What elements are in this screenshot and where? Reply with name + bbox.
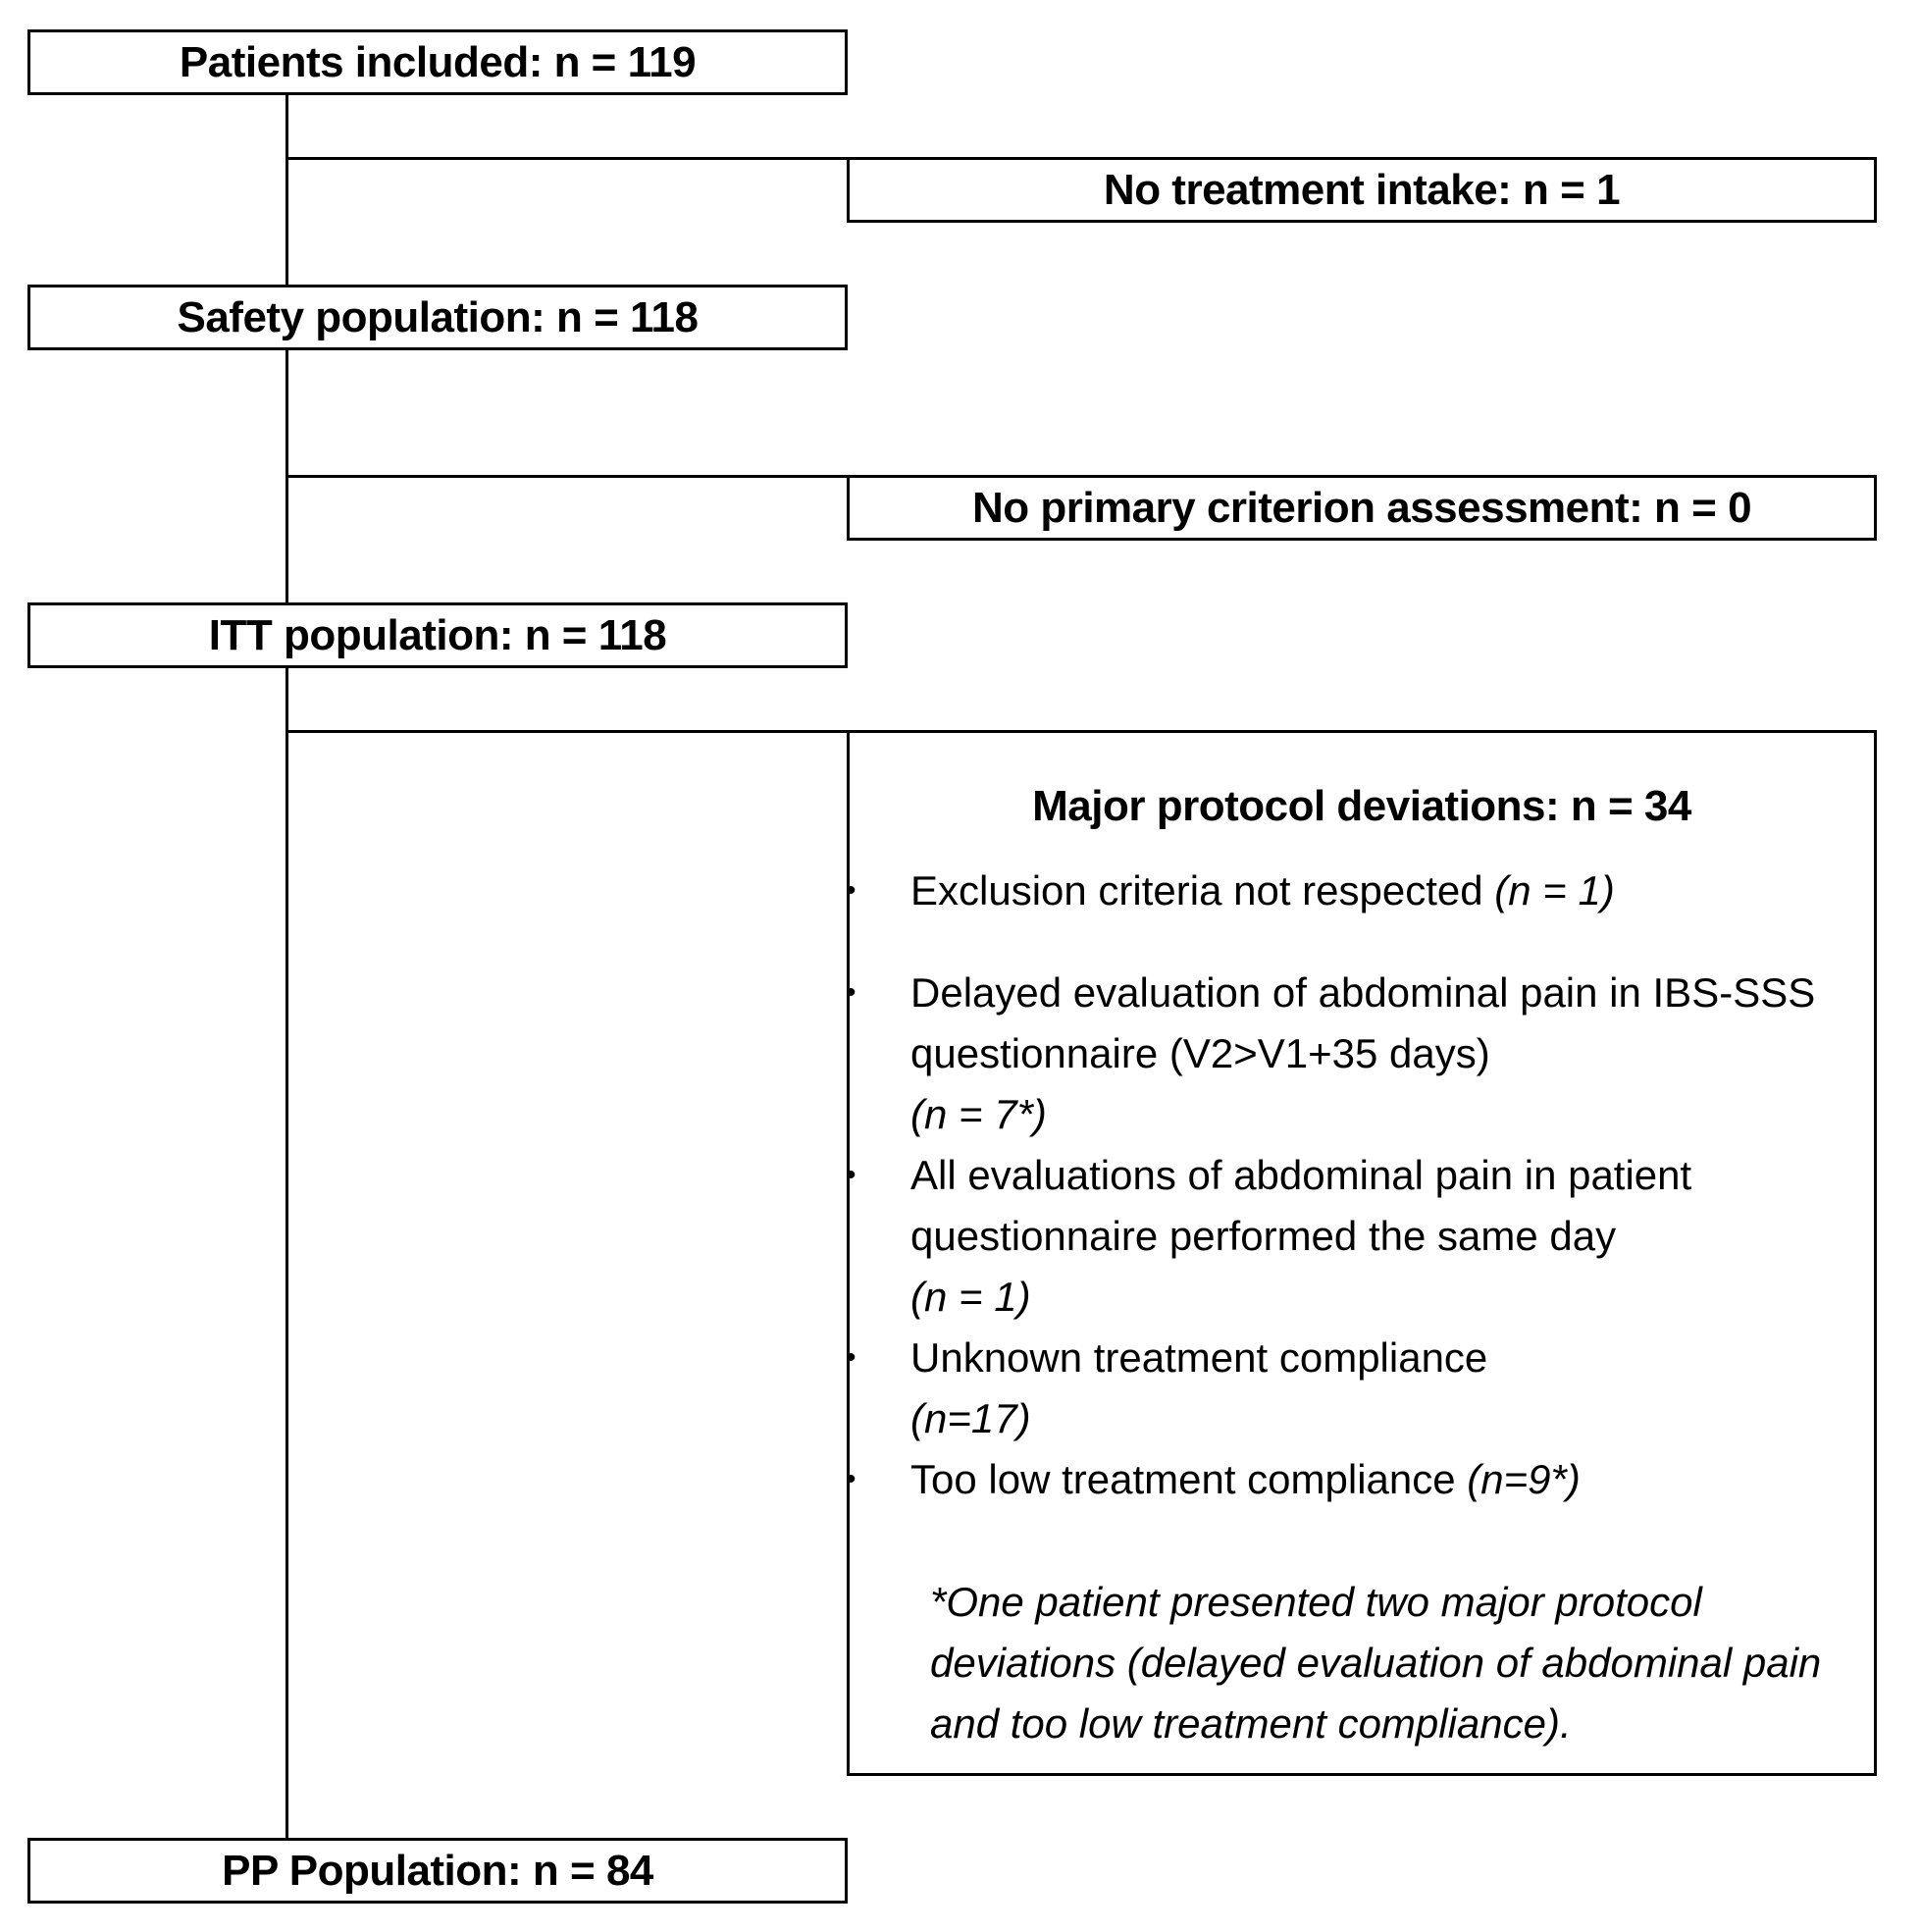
major-deviations-box <box>847 730 1877 1776</box>
deviation-item: • Unknown treatment compliance (n=17) <box>850 1328 1854 1449</box>
no-treatment-intake-label: No treatment intake: n = 1 <box>1103 165 1621 214</box>
patients-included-label: Patients included: n = 119 <box>179 37 697 86</box>
deviation-item: • Exclusion criteria not respected (n = 1) <box>850 861 1854 921</box>
patients-included-box <box>27 29 848 95</box>
branch-line-no-primary <box>285 475 850 478</box>
bullet-icon: • <box>846 1159 856 1191</box>
branch-line-major-deviations <box>285 730 850 733</box>
main-flow-line <box>285 93 288 1840</box>
deviation-item: • Delayed evaluation of abdominal pain in IBS-SSS questionnaire (V2>V1+35 days) (n = 7*) <box>850 963 1854 1145</box>
no-primary-criterion-label: No primary criterion assessment: n = 0 <box>971 483 1752 532</box>
deviation-footnote: *One patient presented two major protocol deviations (delayed evaluation of abdominal pain and too low treatment compliance). <box>930 1579 1822 1747</box>
bullet-icon: • <box>846 874 856 907</box>
major-deviations-title: Major protocol deviations: n = 34 <box>1032 782 1691 830</box>
no-treatment-intake-box <box>847 157 1877 223</box>
deviation-list <box>846 861 1854 1510</box>
bullet-icon: • <box>846 1463 856 1495</box>
bullet-icon: • <box>846 1341 856 1374</box>
deviation-item: • Too low treatment compliance (n=9*) <box>850 1449 1854 1510</box>
no-primary-criterion-box <box>847 475 1877 541</box>
itt-population-label: ITT population: n = 118 <box>208 610 667 659</box>
deviation-item: • All evaluations of abdominal pain in patient questionnaire performed the same day (n = 1) <box>850 1145 1854 1328</box>
safety-population-box <box>27 285 848 350</box>
branch-line-no-treatment <box>285 157 850 160</box>
pp-population-label: PP Population: n = 84 <box>222 1846 653 1895</box>
itt-population-box <box>27 602 848 668</box>
bullet-icon: • <box>846 976 856 1009</box>
safety-population-label: Safety population: n = 118 <box>177 292 699 341</box>
pp-population-box <box>27 1838 848 1904</box>
